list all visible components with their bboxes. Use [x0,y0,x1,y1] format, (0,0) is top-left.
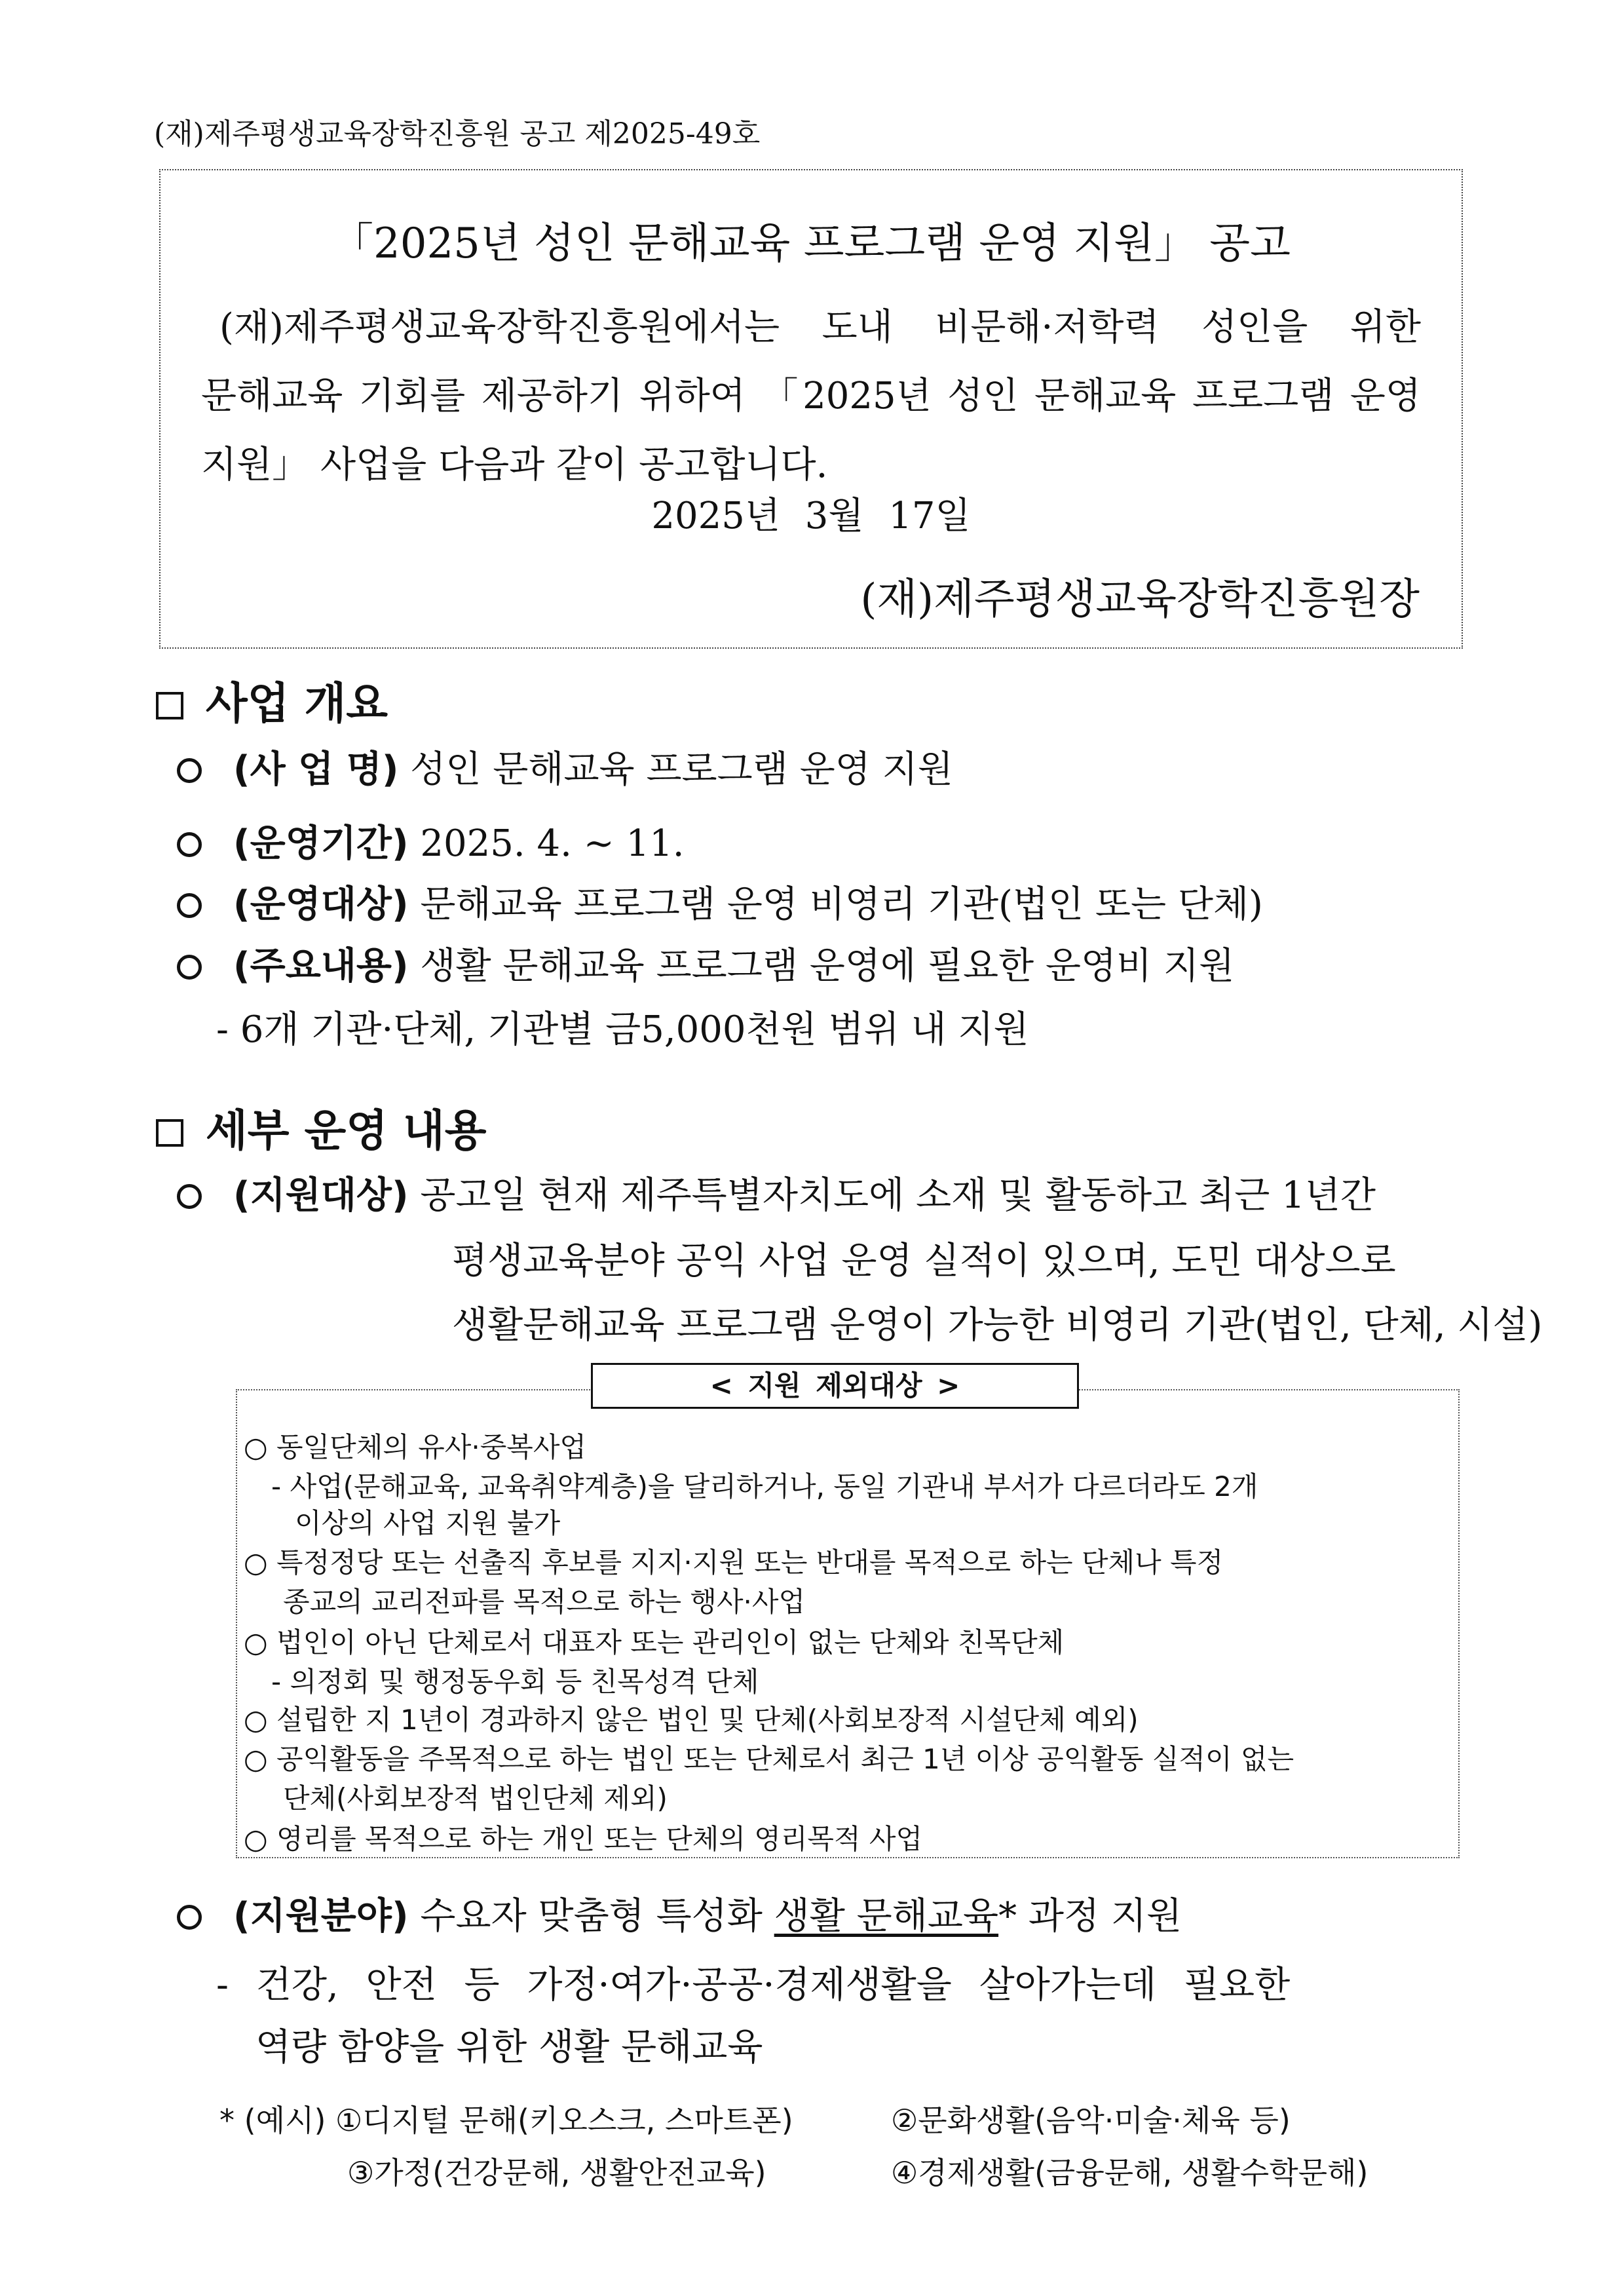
notice-number: (재)제주평생교육장학진흥원 공고 제2025-49호 [154,117,761,151]
field-detail: 역량 함양을 위한 생활 문해교육 [255,2026,763,2069]
overview-item [177,937,1234,989]
circle-bullet-icon [177,1184,202,1209]
item-text: 성인 문해교육 프로그램 운영 지원 [410,748,953,791]
item-label: (지원대상) [233,1174,409,1217]
circle-bullet-icon [177,955,202,980]
exclusion-continuation: 단체(사회보장적 법인단체 제외) [283,1782,668,1814]
example-note: * (예시) ①디지털 문해(키오스크, 스마트폰) [219,2103,793,2138]
exclusion-subitem: - 의정회 및 행정동우회 등 친목성격 단체 [271,1666,759,1698]
exclusion-box [236,1369,1460,1858]
example-note: ②문화생활(음악·미술·체육 등) [891,2103,1291,2138]
item-text: 문해교육 프로그램 운영 비영리 기관(법인 또는 단체) [420,883,1263,926]
exclusion-continuation: 종교의 교리전파를 목적으로 하는 행사·사업 [283,1586,806,1618]
circle-bullet-icon [177,893,202,918]
exclusion-item: ○ 공익활동을 주목적으로 하는 법인 또는 단체로서 최근 1년 이상 공익활동 실적이 없는 [244,1743,1294,1775]
square-bullet-icon [156,1119,183,1147]
announcement-body-line: (재)제주평생교육장학진흥원에서는 도내 비문해·저학력 성인을 위한 [219,306,1421,349]
overview-sub-item: - 6개 기관·단체, 기관별 금5,000천원 범위 내 지원 [216,1008,1029,1051]
section-heading-text: 사업 개요 [206,678,388,729]
announcement-signatory: (재)제주평생교육장학진흥원장 [860,575,1420,624]
section-heading-text: 세부 운영 내용 [206,1105,487,1156]
item-text: * 과정 지원 [998,1895,1182,1938]
exclusion-item: ○ 동일단체의 유사·중복사업 [244,1431,586,1463]
item-text-underlined: 생활 문해교육 [774,1895,999,1938]
announcement-date: 2025년 3월 17일 [651,495,971,537]
exclusion-item: ○ 법인이 아닌 단체로서 대표자 또는 관리인이 없는 단체와 친목단체 [244,1626,1065,1658]
announcement-body-line: 지원」 사업을 다음과 같이 공고합니다. [201,444,828,486]
announcement-box [159,169,1463,649]
section-heading-overview [156,668,388,731]
item-text: 수요자 맞춤형 특성화 [420,1895,763,1938]
field-item [177,1887,1182,1940]
section-heading-details [156,1096,487,1158]
field-detail: - 건강, 안전 등 가정·여가·공공·경제생활을 살아가는데 필요한 [216,1964,1291,2006]
item-text: 공고일 현재 제주특별자치도에 소재 및 활동하고 최근 1년간 [420,1174,1376,1217]
example-note: ④경제생활(금융문해, 생활수학문해) [891,2155,1369,2191]
square-bullet-icon [156,692,183,719]
item-text: 2025. 4. ~ 11. [420,822,685,865]
exclusion-subitem: 이상의 사업 지원 불가 [295,1507,561,1539]
item-text: 생활 문해교육 프로그램 운영에 필요한 운영비 지원 [420,945,1235,987]
announcement-body-line: 문해교육 기회를 제공하기 위하여 「2025년 성인 문해교육 프로그램 운영 [201,375,1421,417]
item-label: (지원분야) [233,1895,409,1938]
example-note: ③가정(건강문해, 생활안전교육) [347,2155,766,2191]
circle-bullet-icon [177,1905,202,1930]
overview-item [177,740,953,793]
exclusion-subitem: - 사업(문해교육, 교육취약계층)을 달리하거나, 동일 기관내 부서가 다르더라도 2개 [271,1470,1258,1502]
circle-bullet-icon [177,832,202,857]
item-label: (운영대상) [233,883,409,926]
overview-item [177,875,1263,928]
overview-item [177,814,685,867]
exclusion-title: < 지원 제외대상 > [591,1363,1079,1409]
announcement-title: 「2025년 성인 문해교육 프로그램 운영 지원」 공고 [331,220,1291,268]
target-item [177,1166,1376,1219]
item-label: (주요내용) [233,945,409,987]
exclusion-item: ○ 설립한 지 1년이 경과하지 않은 법인 및 단체(사회보장적 시설단체 예외) [244,1704,1139,1736]
exclusion-item: ○ 특정정당 또는 선출직 후보를 지지·지원 또는 반대를 목적으로 하는 단체나 특정 [244,1546,1224,1578]
target-continuation: 생활문해교육 프로그램 운영이 가능한 비영리 기관(법인, 단체, 시설) [452,1304,1543,1347]
item-label: (운영기간) [233,822,409,865]
target-continuation: 평생교육분야 공익 사업 운영 실적이 있으며, 도민 대상으로 [452,1240,1396,1282]
exclusion-item: ○ 영리를 목적으로 하는 개인 또는 단체의 영리목적 사업 [244,1823,923,1855]
item-label: (사 업 명) [233,748,399,791]
circle-bullet-icon [177,758,202,783]
